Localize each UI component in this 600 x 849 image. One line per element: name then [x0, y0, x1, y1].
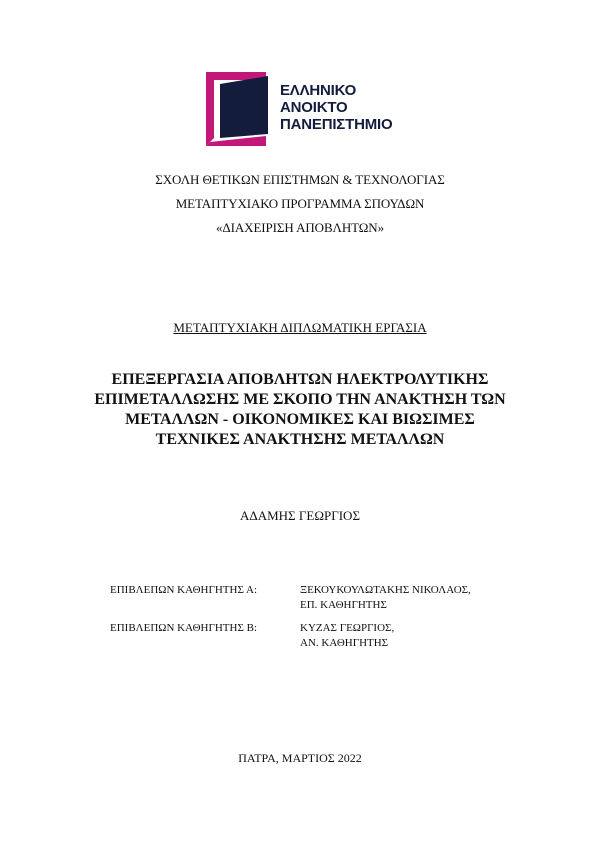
supervisor-a-name [300, 583, 471, 613]
supervisor-a-label: ΕΠΙΒΛΕΠΩΝ ΚΑΘΗΓΗΤΗΣ Α: [110, 584, 258, 596]
author-name: ΑΔΑΜΗΣ ΓΕΩΡΓΙΟΣ [239, 508, 361, 523]
supervisor-b-label: ΕΠΙΒΛΕΠΩΝ ΚΑΘΗΓΗΤΗΣ Β: [110, 622, 258, 634]
university-logo-text [280, 82, 392, 133]
logo-line: ΠΑΝΕΠΙΣΤΗΜΙΟ [280, 116, 393, 133]
logo-line: ΕΛΛΗΝΙΚΟ [280, 82, 357, 99]
school-block [0, 168, 600, 240]
title-line: ΤΕΧΝΙΚΕΣ ΑΝΑΚΤΗΣΗΣ ΜΕΤΑΛΛΩΝ [155, 431, 445, 448]
title-line: ΕΠΙΜΕΤΑΛΛΩΣΗΣ ΜΕ ΣΚΟΠΟ ΤΗΝ ΑΝΑΚΤΗΣΗ ΤΩΝ [94, 391, 506, 408]
school-name: ΣΧΟΛΗ ΘΕΤΙΚΩΝ ΕΠΙΣΤΗΜΩΝ & ΤΕΧΝΟΛΟΓΙΑΣ [155, 172, 445, 187]
logo-line: ΑΝΟΙΚΤΟ [280, 99, 348, 116]
supervisor-b-rank: ΑΝ. ΚΑΘΗΓΗΤΗΣ [300, 637, 389, 649]
place-date: ΠΑΤΡΑ, ΜΑΡΤΙΟΣ 2022 [238, 751, 362, 765]
supervisor-b-name [300, 621, 394, 651]
title-line: ΜΕΤΑΛΛΩΝ - ΟΙΚΟΝΟΜΙΚΕΣ ΚΑΙ ΒΙΩΣΙΜΕΣ [125, 411, 475, 428]
university-logo-emblem [206, 72, 280, 146]
thesis-title [90, 370, 510, 450]
supervisor-b-fullname: ΚΥΖΑΣ ΓΕΩΡΓΙΟΣ, [300, 622, 395, 634]
thesis-type: ΜΕΤΑΠΤΥΧΙΑΚΗ ΔΙΠΛΩΜΑΤΙΚΗ ΕΡΓΑΣΙΑ [173, 320, 427, 335]
university-logo [206, 72, 396, 146]
program-title: «ΔΙΑΧΕΙΡΙΣΗ ΑΠΟΒΛΗΤΩΝ» [216, 220, 384, 235]
program-name: ΜΕΤΑΠΤΥΧΙΑΚΟ ΠΡΟΓΡΑΜΜΑ ΣΠΟΥΔΩΝ [175, 196, 425, 211]
supervisor-a-rank: ΕΠ. ΚΑΘΗΓΗΤΗΣ [300, 599, 387, 611]
title-line: ΕΠΕΞΕΡΓΑΣΙΑ ΑΠΟΒΛΗΤΩΝ ΗΛΕΚΤΡΟΛΥΤΙΚΗΣ [111, 371, 489, 388]
supervisor-a-fullname: ΞΕΚΟΥΚΟΥΛΩΤΑΚΗΣ ΝΙΚΟΛΑΟΣ, [300, 584, 471, 596]
